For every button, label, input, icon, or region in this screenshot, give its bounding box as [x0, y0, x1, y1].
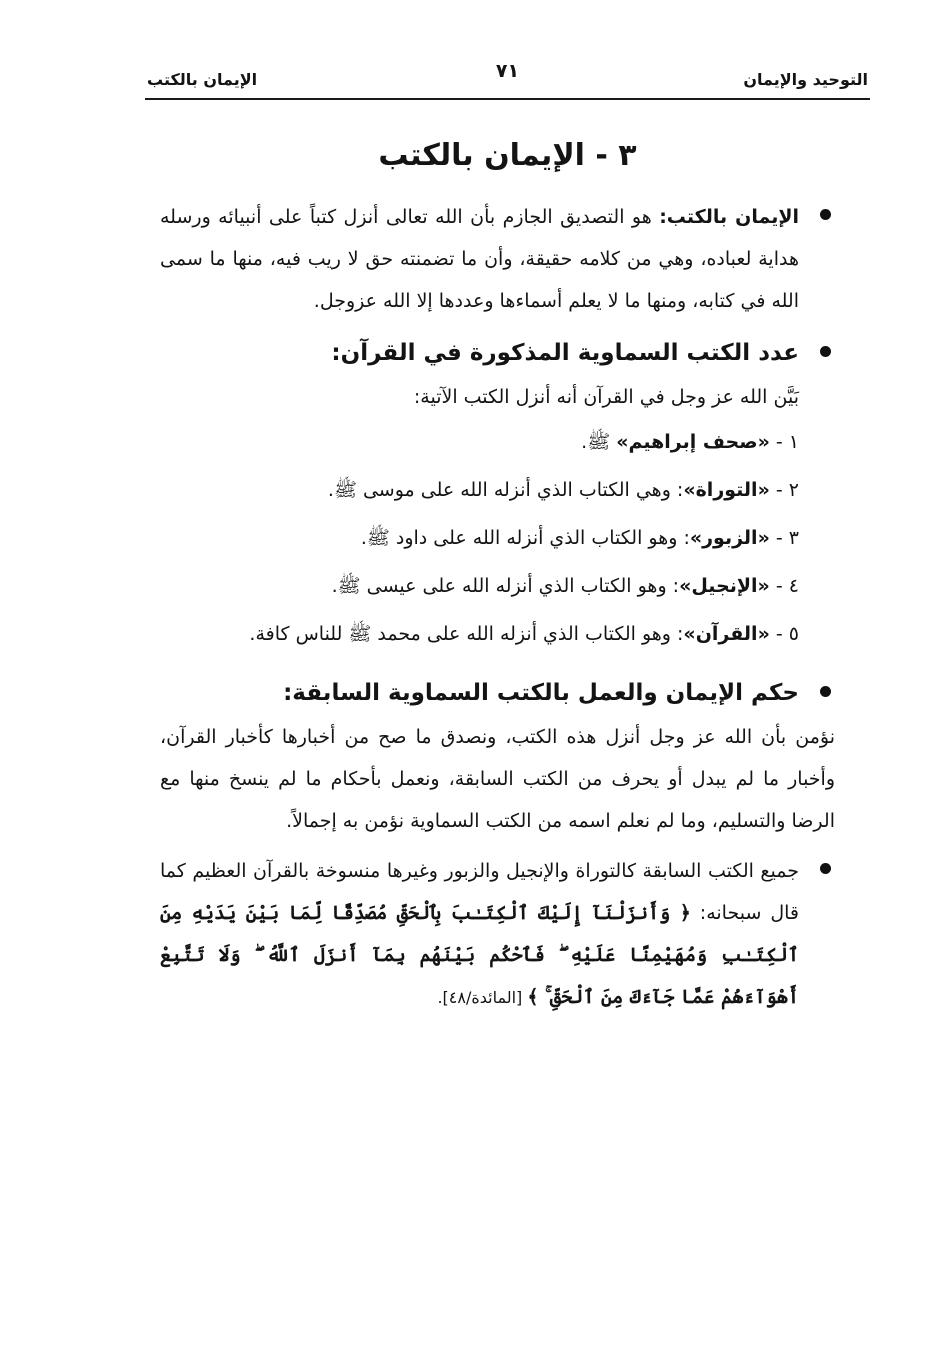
item-desc: : وهو الكتاب الذي أنزله الله على داود ﷺ. [360, 527, 690, 549]
verse-citation: [المائدة/٤٨]. [437, 988, 528, 1007]
chapter-title: ٣ - الإيمان بالكتب [378, 138, 637, 173]
item-desc: : وهو الكتاب الذي أنزله الله على عيسى ﷺ. [331, 575, 680, 597]
definition-block [160, 196, 835, 322]
bullet-icon [820, 863, 831, 874]
bullet-icon [820, 346, 831, 357]
abrogation-paragraph [160, 850, 799, 1019]
item-desc: ﷺ. [581, 431, 617, 453]
list-item [160, 418, 799, 466]
list-item [160, 610, 799, 658]
ruling-paragraph: نؤمن بأن الله عز وجل أنزل هذه الكتب، ونصدق ما صح من أخبارها كأخبار القرآن، وأخبار ما لم يبدل أو يحرف من الكتب السابقة، ونعمل بأحكام ما لم ينسخ منها مع الرضا والتسليم، وما لم نعلم اسمه من الكتب السماوية نؤمن به إجمالاً. [160, 726, 835, 832]
item-name: «الزبور» [689, 527, 770, 549]
item-desc: : وهو الكتاب الذي أنزله الله على محمد ﷺ للناس كافة. [249, 623, 684, 645]
item-number: ٢ - [769, 479, 799, 501]
running-header [145, 60, 870, 100]
ruling-heading: حكم الإيمان والعمل بالكتب السماوية السابقة: [283, 680, 799, 706]
books-list [160, 418, 799, 658]
bullet-icon [820, 209, 831, 220]
item-number: ٤ - [769, 575, 799, 597]
quran-verse: ﴿ وَأَنزَلْنَآ إِلَيْكَ ٱلْكِتَـٰبَ بِٱلْحَقِّ مُصَدِّقًا لِّمَا بَيْنَ يَدَيْهِ مِنَ ٱلْكِتَـٰبِ وَمُهَيْمِنًا عَلَيْهِ ۖ فَٱحْكُم بَيْنَهُم بِمَآ أَنزَلَ ٱللَّهُ ۖ وَلَا تَتَّبِعْ أَهْوَآءَهُمْ عَمَّا جَآءَكَ مِنَ ٱلْحَقِّ ۚ ﴾ [160, 902, 799, 1008]
item-number: ٣ - [769, 527, 799, 549]
list-item [160, 562, 799, 610]
page-content [160, 196, 835, 1019]
bullet-icon [820, 686, 831, 697]
books-intro: بَيَّن الله عز وجل في القرآن أنه أنزل الكتب الآتية: [413, 386, 799, 408]
definition-term: الإيمان بالكتب: [659, 206, 800, 228]
page-number: ٧١ [495, 60, 520, 82]
item-name: «التوراة» [683, 479, 770, 501]
list-item [160, 514, 799, 562]
definition-text: هو التصديق الجازم بأن الله تعالى أنزل كتباً على أنبيائه ورسله هداية لعباده، وهي من كلامه حقيقة، وأن ما تضمنته حق لا ريب فيه، منها ما سمى الله في كتابه، ومنها ما لا يعلم أسماءها وعددها إلا الله عزوجل. [160, 206, 799, 312]
item-name: «صحف إبراهيم» [616, 431, 770, 453]
books-heading: عدد الكتب السماوية المذكورة في القرآن: [331, 340, 799, 366]
item-number: ١ - [769, 431, 799, 453]
list-item [160, 466, 799, 514]
abrogation-block [160, 850, 835, 1019]
books-block [160, 330, 835, 658]
item-desc: : وهي الكتاب الذي أنزله الله على موسى ﷺ. [327, 479, 684, 501]
item-name: «القرآن» [683, 623, 770, 645]
ruling-block [160, 670, 835, 716]
abrogation-text: جميع الكتب السابقة كالتوراة والإنجيل والزبور وغيرها منسوخة بالقرآن العظيم كما قال سبحانه: [160, 860, 799, 924]
definition-paragraph [160, 196, 799, 322]
item-number: ٥ - [769, 623, 799, 645]
chapter-running-title: الإيمان بالكتب [147, 70, 258, 89]
item-name: «الإنجيل» [679, 575, 770, 597]
book-title: التوحيد والإيمان [743, 70, 868, 89]
